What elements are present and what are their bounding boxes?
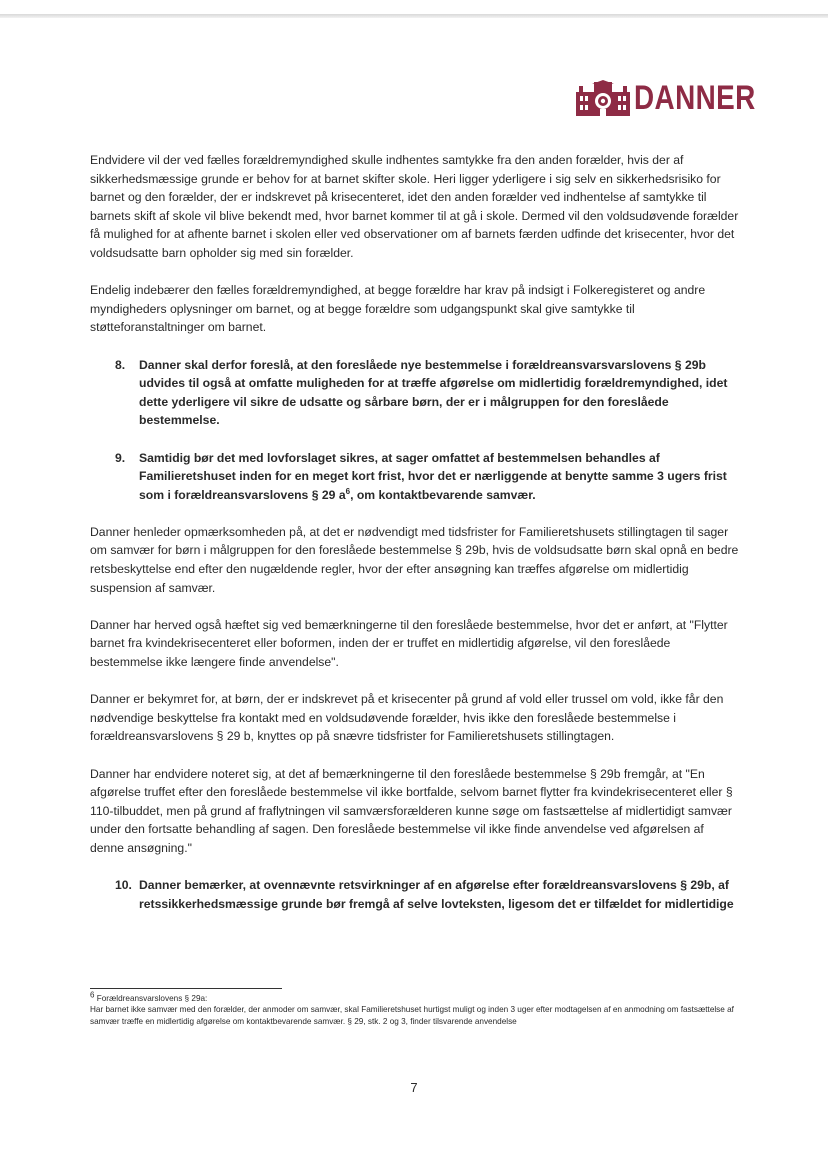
item-text-part: Samtidig bør det med lovforslaget sikres, at sager omfattet af bestemmelsen behandles af Familieretshuset inden for en meget kort frist, hvor det er nærliggende at benytte samme 3 ugers frist som i forældreansvarslovens § 29 a — [139, 450, 727, 502]
footnote-text: Har barnet ikke samvær med den forælder, der anmoder om samvær, skal Familieretshuset hurtigst muligt og inden 3 uger efter modtagelsen af en anmodning om fastsættelse af samvær træffe en midlertidig afgørelse om kontaktbevarende samvær. § 29, stk. 2 og 3, finder tilsvarende anvendelse — [90, 1005, 734, 1026]
paragraph: Endvidere vil der ved fælles forældremyndighed skulle indhentes samtykke fra den anden forælder, hvis der af sikkerhedsmæssige grunde er behov for at barnet skifter skole. Heri ligger yderligere i sig selv en sikkerhedsrisiko for barnet og den forælder, der er indskrevet på krisecenteret, idet den anden forælder ved indhentelse af samtykke til barnets skift af skole vil blive bekendt med, hvor barnet kommer til at gå i skole. Dermed vil den voldsudøvende forælder få mulighed for at afhente barnet i skolen eller ved observationer om af barnets færden udfinde det krisecenter, hvor det voldsudsatte barn opholder sig med sin forælder. — [90, 153, 739, 260]
numbered-recommendation-8 — [115, 356, 740, 430]
item-number: 10. — [115, 878, 132, 893]
numbered-recommendation-9 — [115, 449, 740, 505]
footnote-reference[interactable]: 6 — [345, 486, 351, 496]
building-crest-icon — [574, 80, 632, 116]
document-body — [90, 151, 740, 932]
footnote — [90, 990, 740, 1027]
item-text: Danner bemærker, at ovennævnte retsvirkninger af en afgørelse efter forældreansvarslovens § 29b, af retssikkerhedsmæssige grunde bør fremgå af selve lovteksten, ligesom det er tilfældet for midlertidige — [139, 878, 734, 911]
item-text: Danner skal derfor foreslå, at den foreslåede nye bestemmelse i forældreansvarsvarslovens § 29b udvides til også at omfatte muligheden for at træffe afgørelse om midlertidig forældremyndighed, idet dette yderligere vil sikre de udsatte og sårbare børn, der er i målgruppen for den foreslåede bestemmelse. — [139, 357, 728, 428]
logo-wordmark: DANNER — [634, 79, 756, 117]
item-text — [139, 449, 740, 505]
item-text-part: , om kontaktbevarende samvær. — [350, 487, 536, 502]
scan-artifact-line — [0, 14, 828, 18]
footnote-marker: 6 — [90, 990, 95, 1000]
numbered-recommendation-10 — [115, 876, 740, 913]
paragraph: Danner henleder opmærksomheden på, at det er nødvendigt med tidsfrister for Familieretshusets stillingtagen til sager om samvær for børn i målgruppen for den foreslåede bestemmelse § 29b, hvis de voldsudsatte børn skal opnå en bedre retsbeskyttelse end efter den nugældende regler, hvor der efter ansøgning kan træffes afgørelse om midlertidig suspension af samvær. — [90, 524, 739, 595]
item-number: 9. — [115, 450, 126, 465]
footnote-title: Forældreansvarslovens § 29a: — [96, 994, 208, 1003]
paragraph: Endelig indebærer den fælles forældremyndighed, at begge forældre har krav på indsigt i Folkeregisteret og andre myndigheders oplysninger om barnet, og at begge forældre som udgangspunkt skal give samtykke til støtteforanstaltninger om barnet. — [90, 283, 706, 335]
item-number: 8. — [115, 357, 126, 372]
danner-logo — [574, 78, 782, 118]
paragraph: Danner har herved også hæftet sig ved bemærkningerne til den foreslåede bestemmelse, hvor det er anført, at "Flytter barnet fra kvindekrisecenteret eller boformen, inden der er truffet en midlertidig afgørelse, vil den foreslåede bestemmelse ikke længere finde anvendelse". — [90, 617, 728, 670]
footnote-heading — [90, 990, 740, 1004]
paragraph: Danner er bekymret for, at børn, der er indskrevet på et krisecenter på grund af vold eller trussel om vold, ikke får den nødvendige beskyttelse fra kontakt med en voldsudøvende forælder, hvis ikke den foreslåede bestemmelse i forældreansvarslovens § 29 b, knyttes op på snævre tidsfrister for Familieretshusets stillingtagen. — [90, 692, 724, 744]
page-number: 7 — [410, 1080, 418, 1095]
paragraph: Danner har endvidere noteret sig, at det af bemærkningerne til den foreslåede bestemmelse § 29b fremgår, at "En afgørelse truffet efter den foreslåede bestemmelse vil ikke bortfalde, selvom barnet flytter fra kvindekrisecenteret eller § 110-tilbuddet, men på grund af fraflytningen vil samværsforælderen kunne søge om fastsættelse af midlertidigt samvær under den fortsatte behandling af sagen. Den foreslåede bestemmelse vil ikke finde anvendelse ved afgørelsen af denne ansøgning." — [90, 766, 733, 855]
footnote-divider — [90, 988, 282, 989]
